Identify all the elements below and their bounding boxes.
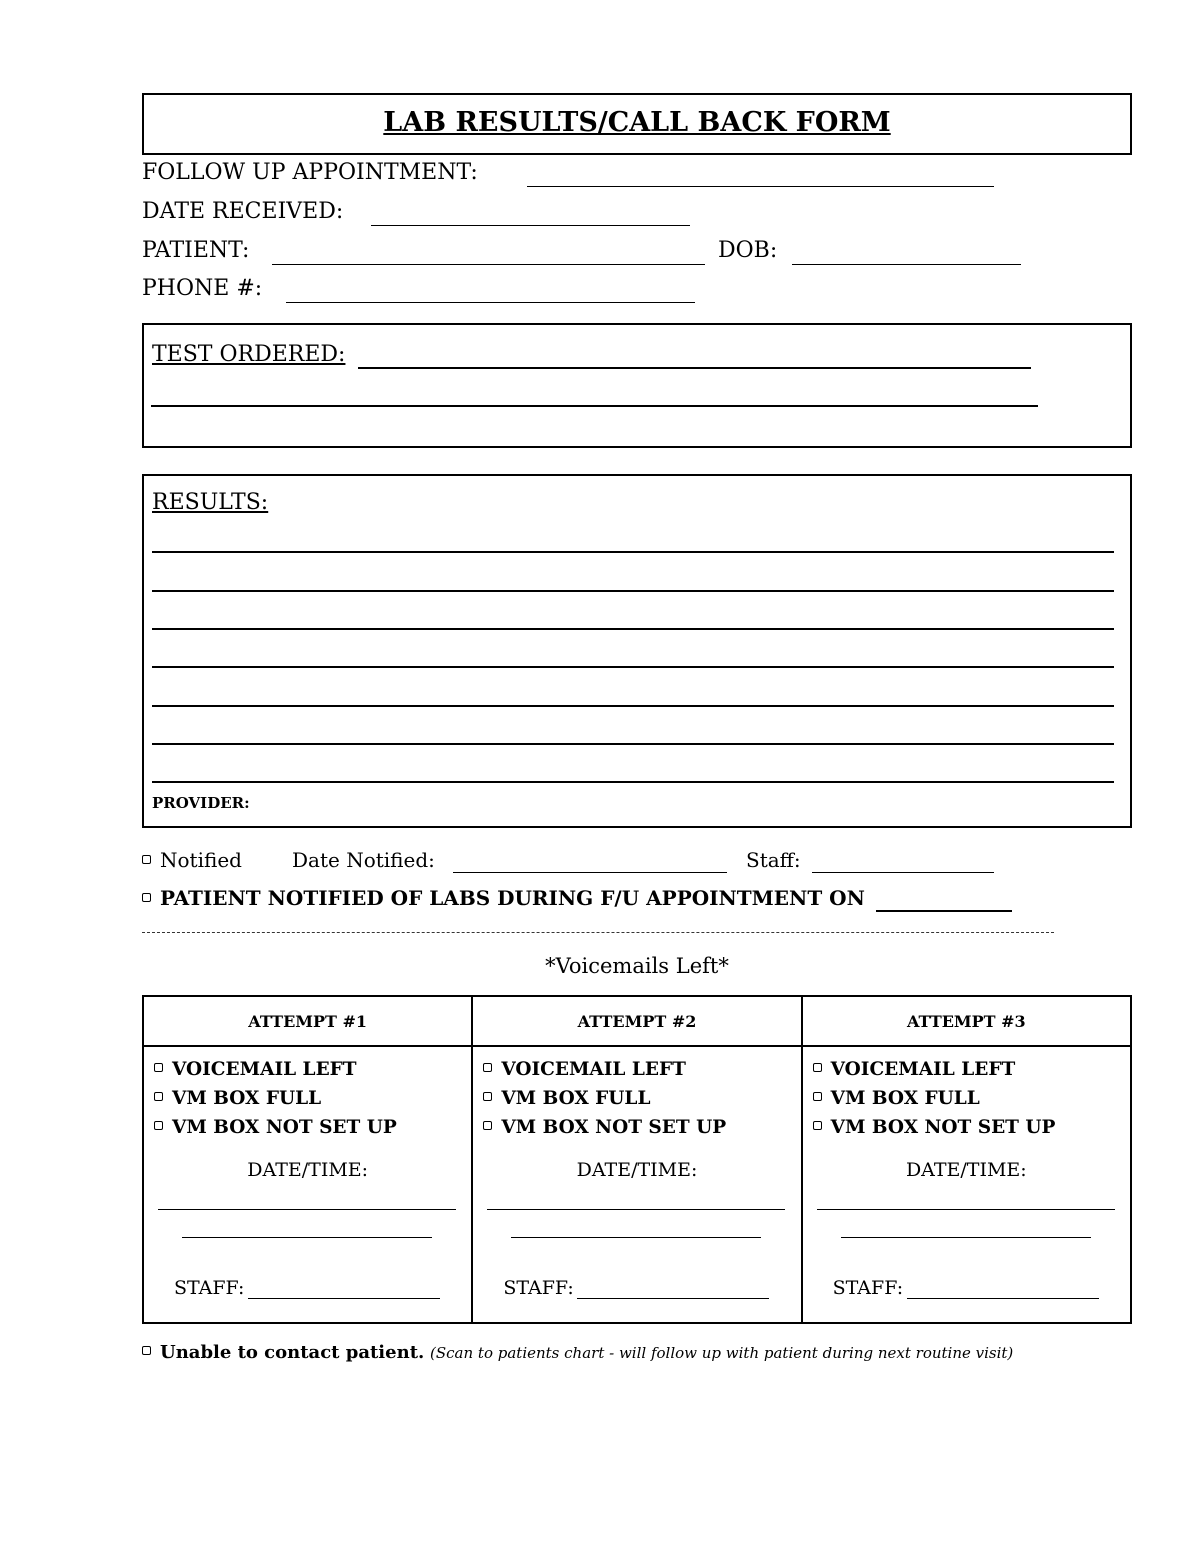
- option-label: VM BOX FULL: [501, 1088, 651, 1109]
- attempt-3-date-time-label: DATE/TIME:: [905, 1159, 1027, 1181]
- staff-notified-label: Staff:: [746, 848, 801, 872]
- checkbox[interactable]: [813, 1121, 822, 1130]
- option-label: VM BOX NOT SET UP: [830, 1117, 1056, 1138]
- provider-label: PROVIDER:: [152, 794, 250, 812]
- attempt-2-cell: [472, 1046, 801, 1323]
- attempt-3-staff-field[interactable]: [907, 1298, 1099, 1299]
- option-label: VOICEMAIL LEFT: [830, 1059, 1016, 1080]
- patient-notified-row: [142, 886, 865, 910]
- unable-checkbox[interactable]: [142, 1346, 151, 1355]
- results-line[interactable]: [152, 666, 1114, 668]
- attempt-1-staff-field[interactable]: [248, 1298, 440, 1299]
- patient-label: PATIENT:: [142, 238, 250, 263]
- attempt-3-time-line[interactable]: [841, 1237, 1091, 1238]
- date-notified-field[interactable]: [453, 872, 727, 873]
- checkbox[interactable]: [813, 1063, 822, 1072]
- phone-label: PHONE #:: [142, 276, 263, 301]
- test-ordered-label: TEST ORDERED:: [152, 342, 346, 367]
- results-line[interactable]: [152, 590, 1114, 592]
- separator: [142, 932, 1054, 933]
- results-line[interactable]: [152, 628, 1114, 630]
- attempt-2-staff-field[interactable]: [577, 1298, 769, 1299]
- results-line[interactable]: [152, 705, 1114, 707]
- notified-row: [142, 848, 242, 872]
- attempt-3-date-line[interactable]: [817, 1209, 1115, 1210]
- attempt-3-vm-not-set-up[interactable]: [813, 1117, 1056, 1138]
- option-label: VOICEMAIL LEFT: [172, 1059, 357, 1080]
- attempt-2-voicemail-left[interactable]: [483, 1059, 686, 1080]
- attempt-1-date-line[interactable]: [158, 1209, 456, 1210]
- attempt-3-header: ATTEMPT #3: [802, 996, 1131, 1046]
- checkbox[interactable]: [483, 1121, 492, 1130]
- attempt-1-date-time-label: DATE/TIME:: [247, 1159, 369, 1181]
- attempt-2-header: ATTEMPT #2: [472, 996, 801, 1046]
- test-ordered-line-1[interactable]: [358, 367, 1031, 369]
- attempts-table: [142, 995, 1132, 1324]
- test-ordered-line-2[interactable]: [151, 405, 1038, 407]
- attempt-2-vm-not-set-up[interactable]: [483, 1117, 726, 1138]
- attempt-2-vm-box-full[interactable]: [483, 1088, 650, 1109]
- results-label: RESULTS:: [152, 490, 269, 515]
- attempt-1-header: ATTEMPT #1: [143, 996, 472, 1046]
- checkbox[interactable]: [813, 1092, 822, 1101]
- option-label: VM BOX NOT SET UP: [172, 1117, 397, 1138]
- results-line[interactable]: [152, 781, 1114, 783]
- attempt-1-cell: [143, 1046, 472, 1323]
- follow-up-label: FOLLOW UP APPOINTMENT:: [142, 160, 478, 185]
- option-label: VM BOX FULL: [830, 1088, 980, 1109]
- option-label: VOICEMAIL LEFT: [501, 1059, 686, 1080]
- date-received-field[interactable]: [371, 225, 690, 226]
- phone-field[interactable]: [286, 302, 695, 303]
- dob-label: DOB:: [718, 238, 778, 263]
- date-notified-label: Date Notified:: [292, 848, 435, 872]
- follow-up-field[interactable]: [527, 186, 994, 187]
- checkbox[interactable]: [483, 1092, 492, 1101]
- patient-field[interactable]: [272, 264, 705, 265]
- notified-label: Notified: [160, 848, 242, 872]
- results-line[interactable]: [152, 551, 1114, 553]
- option-label: VM BOX FULL: [172, 1088, 322, 1109]
- checkbox[interactable]: [154, 1092, 163, 1101]
- results-line[interactable]: [152, 743, 1114, 745]
- attempt-2-time-line[interactable]: [511, 1237, 761, 1238]
- test-ordered-box: [142, 323, 1132, 448]
- attempt-3-cell: [802, 1046, 1131, 1323]
- patient-notified-label: PATIENT NOTIFIED OF LABS DURING F/U APPOINTMENT ON: [160, 886, 865, 910]
- attempt-3-voicemail-left[interactable]: [813, 1059, 1016, 1080]
- form-title: LAB RESULTS/CALL BACK FORM: [383, 107, 891, 138]
- attempt-1-staff-label: STAFF:: [174, 1277, 245, 1299]
- patient-notified-checkbox[interactable]: [142, 893, 151, 902]
- attempt-2-staff-label: STAFF:: [503, 1277, 574, 1299]
- date-received-label: DATE RECEIVED:: [142, 199, 344, 224]
- patient-notified-date-field[interactable]: [876, 910, 1012, 912]
- unable-label: Unable to contact patient.: [160, 1342, 425, 1363]
- unable-note: (Scan to patients chart - will follow up with patient during next routine visit): [430, 1344, 1014, 1362]
- dob-field[interactable]: [792, 264, 1021, 265]
- attempt-1-vm-not-set-up[interactable]: [154, 1117, 397, 1138]
- checkbox[interactable]: [483, 1063, 492, 1072]
- attempt-2-date-time-label: DATE/TIME:: [576, 1159, 698, 1181]
- notified-checkbox[interactable]: [142, 855, 151, 864]
- unable-row: [142, 1342, 1013, 1363]
- form-title-box: [142, 93, 1132, 155]
- staff-notified-field[interactable]: [812, 872, 994, 873]
- voicemails-heading: *Voicemails Left*: [545, 954, 729, 978]
- attempt-3-staff-label: STAFF:: [832, 1277, 904, 1299]
- attempt-3-vm-box-full[interactable]: [813, 1088, 980, 1109]
- attempt-1-voicemail-left[interactable]: [154, 1059, 357, 1080]
- attempt-2-date-line[interactable]: [487, 1209, 785, 1210]
- attempt-1-vm-box-full[interactable]: [154, 1088, 321, 1109]
- attempt-1-time-line[interactable]: [182, 1237, 432, 1238]
- checkbox[interactable]: [154, 1121, 163, 1130]
- results-box: [142, 474, 1132, 828]
- option-label: VM BOX NOT SET UP: [501, 1117, 727, 1138]
- checkbox[interactable]: [154, 1063, 163, 1072]
